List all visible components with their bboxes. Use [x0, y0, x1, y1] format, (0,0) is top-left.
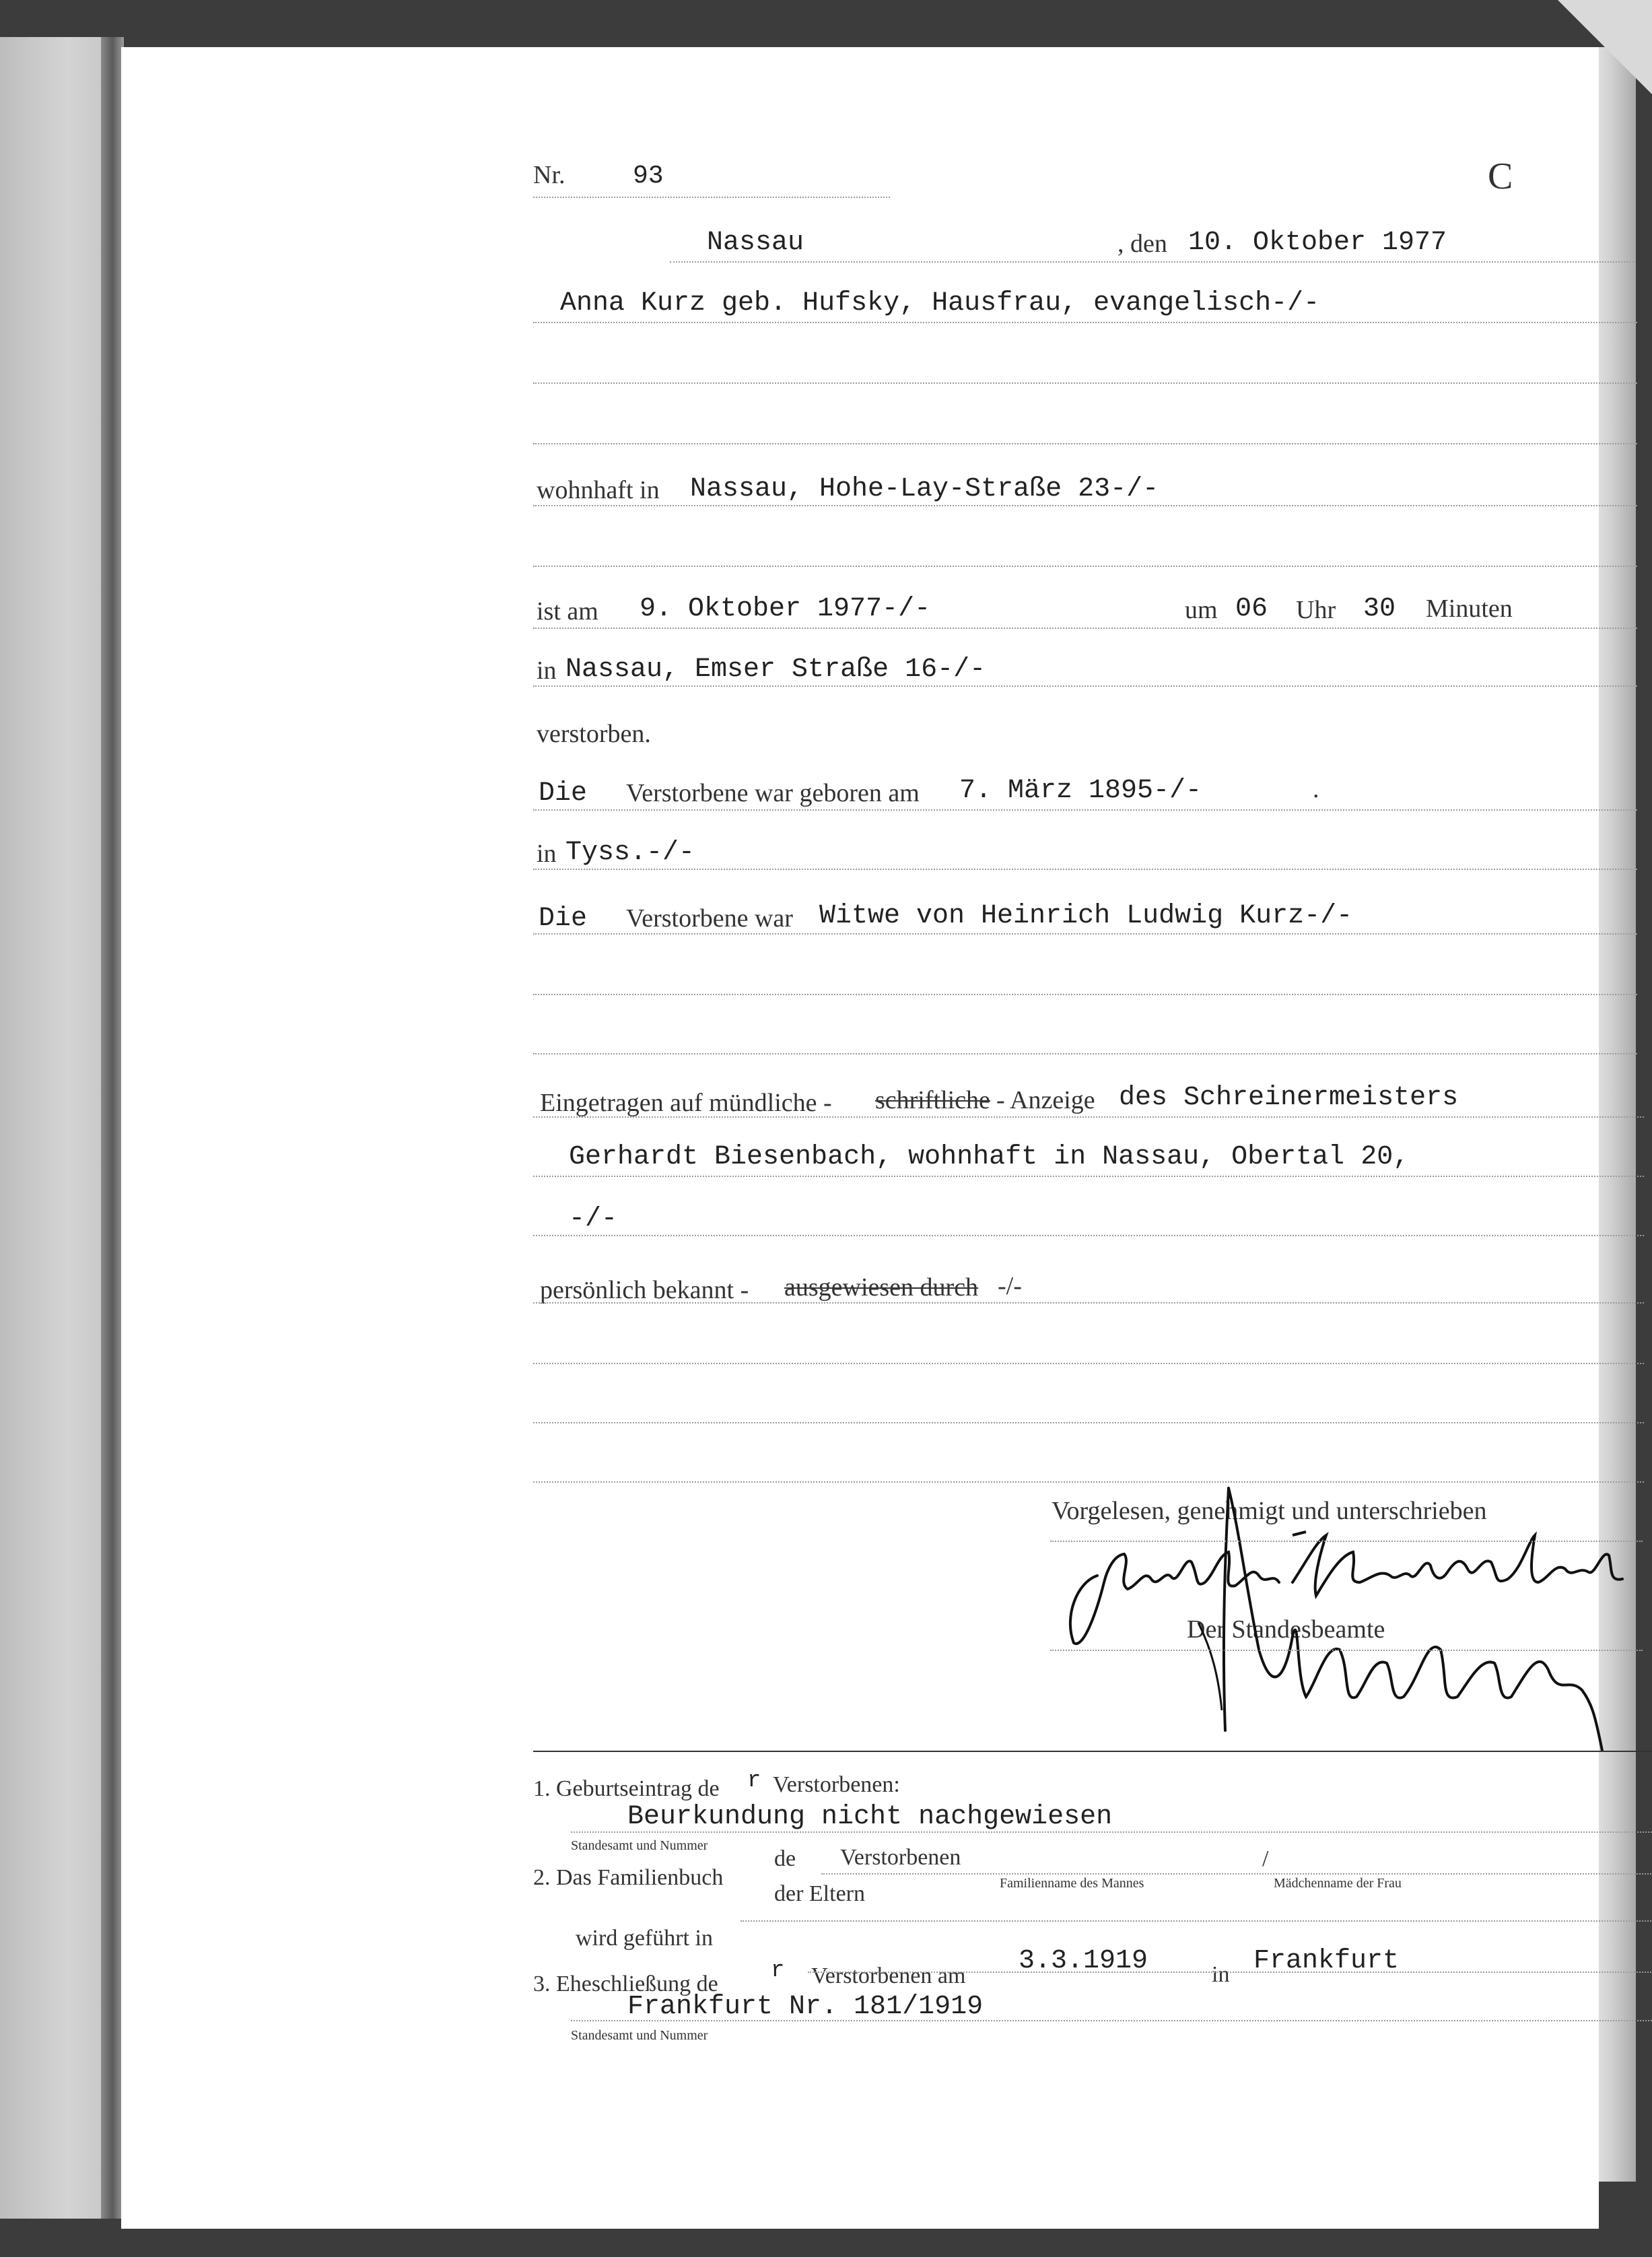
birth-place-rule: [533, 869, 1637, 870]
death-place-rule: [533, 685, 1637, 687]
item2-label: 2. Das Familienbuch: [533, 1865, 724, 1890]
item3-rule-2: [571, 2020, 1652, 2021]
name-rule-1: [533, 322, 1637, 323]
book-gutter: [101, 37, 124, 2219]
status-rule-1: [533, 933, 1637, 935]
standesamt-label-2: Standesamt und Nummer: [571, 2028, 708, 2043]
item3-rule: [808, 1972, 1652, 1973]
gefuehrt-label: wird geführt in: [576, 1926, 713, 1951]
item3-place: Frankfurt: [1253, 1946, 1400, 1976]
read-approved-label: Vorgelesen, genehmigt und unterschrieben: [1052, 1497, 1487, 1525]
uhr-label: Uhr: [1296, 596, 1336, 624]
status-rule-2: [533, 994, 1637, 995]
death-place: Nassau, Emser Straße 16-/-: [565, 654, 986, 685]
birth-in-label: in: [537, 840, 557, 868]
sign-rule-1: [1050, 1541, 1643, 1542]
sign-rule-2: [1050, 1650, 1643, 1651]
nr-rule: [533, 197, 890, 198]
birth-period: .: [1313, 775, 1319, 803]
registration-rule-3: [533, 1235, 1644, 1236]
known-rule-3: [533, 1422, 1644, 1423]
date-value: 10. Oktober 1977: [1188, 228, 1447, 258]
den-label: , den: [1117, 230, 1167, 258]
status-rule-3: [533, 1053, 1637, 1054]
known-label: persönlich bekannt -: [540, 1276, 749, 1304]
status-label: Verstorbene war: [626, 904, 793, 933]
residence-value: Nassau, Hohe-Lay-Straße 23-/-: [690, 474, 1159, 504]
nr-label: Nr.: [533, 161, 565, 189]
residence-label: wohnhaft in: [537, 476, 660, 504]
place-value: Nassau: [707, 228, 804, 258]
name-rule-2: [533, 382, 1637, 384]
registration-dash: - Anzeige: [996, 1086, 1095, 1114]
familienname-label: Familienname des Mannes: [1000, 1876, 1144, 1891]
item1-label: 1. Geburtseintrag de: [533, 1776, 720, 1801]
known-rule-1: [533, 1302, 1644, 1304]
item2-de: de: [774, 1846, 796, 1871]
item2-slash: /: [1262, 1846, 1269, 1871]
item3-date: 3.3.1919: [1019, 1946, 1148, 1976]
birth-label: Verstorbene war geboren am: [626, 779, 920, 807]
item2-value: Verstorbenen: [840, 1845, 961, 1870]
known-value: -/-: [998, 1272, 1022, 1300]
item3-value: Frankfurt Nr. 181/1919: [627, 1992, 984, 2022]
item1-suffix: r: [747, 1768, 761, 1794]
registration-struck: schriftliche: [875, 1086, 990, 1114]
item3-suffix: r: [771, 1958, 785, 1984]
registration-label: Eingetragen auf mündliche -: [540, 1089, 832, 1117]
standesamt-label-1: Standesamt und Nummer: [571, 1838, 708, 1853]
verstorben-label: verstorben.: [537, 720, 651, 748]
item3-label2: Verstorbenen am: [811, 1963, 966, 1988]
birth-die-prefix: Die: [539, 778, 588, 809]
known-rule-2: [533, 1363, 1644, 1364]
residence-rule-1: [533, 505, 1637, 506]
death-hour: 06: [1235, 594, 1268, 624]
register-page: [121, 47, 1599, 2229]
item1-label2: Verstorbenen:: [773, 1772, 900, 1797]
residence-rule-2: [533, 566, 1637, 567]
status-die-prefix: Die: [539, 904, 588, 934]
birth-place: Tyss.-/-: [565, 838, 695, 868]
ist-am-label: ist am: [537, 597, 598, 626]
item2-eltern: der Eltern: [774, 1881, 865, 1906]
um-label: um: [1185, 596, 1218, 624]
birth-date: 7. März 1895-/-: [959, 776, 1202, 806]
gefuehrt-rule: [741, 1920, 1652, 1922]
item3-in: in: [1212, 1962, 1230, 1987]
nr-value: 93: [633, 162, 664, 191]
maedchenname-label: Mädchenname der Frau: [1274, 1876, 1402, 1891]
death-date: 9. Oktober 1977-/-: [640, 594, 931, 624]
left-page-edge: [0, 37, 113, 2219]
registration-rule-2: [533, 1176, 1644, 1177]
item3-label: 3. Eheschließung de: [533, 1972, 718, 1996]
registration-value-2: Gerhardt Biesenbach, wohnhaft in Nassau, Obertal 20,: [569, 1142, 1410, 1172]
death-date-rule: [533, 628, 1637, 629]
form-letter: C: [1488, 156, 1513, 197]
name-rule-3: [533, 443, 1637, 444]
item1-value: Beurkundung nicht nachgewiesen: [627, 1802, 1113, 1832]
death-minutes: 30: [1363, 594, 1396, 624]
minuten-label: Minuten: [1426, 595, 1513, 623]
death-in-label: in: [537, 656, 557, 685]
registration-value-1: des Schreinermeisters: [1119, 1083, 1459, 1113]
item2-rule: [821, 1873, 1652, 1875]
registration-rule-1: [533, 1116, 1644, 1118]
status-value: Witwe von Heinrich Ludwig Kurz-/-: [819, 901, 1353, 931]
item1-rule: [571, 1831, 1652, 1833]
registration-value-3: -/-: [569, 1204, 618, 1234]
official-label: Der Standesbeamte: [1187, 1615, 1385, 1644]
footer-separator: [533, 1751, 1652, 1752]
person-name: Anna Kurz geb. Hufsky, Hausfrau, evangelisch-/-: [560, 288, 1320, 318]
known-struck: ausgewiesen durch: [784, 1273, 979, 1302]
birth-date-rule: [533, 809, 1637, 811]
place-date-rule: [670, 261, 1636, 263]
